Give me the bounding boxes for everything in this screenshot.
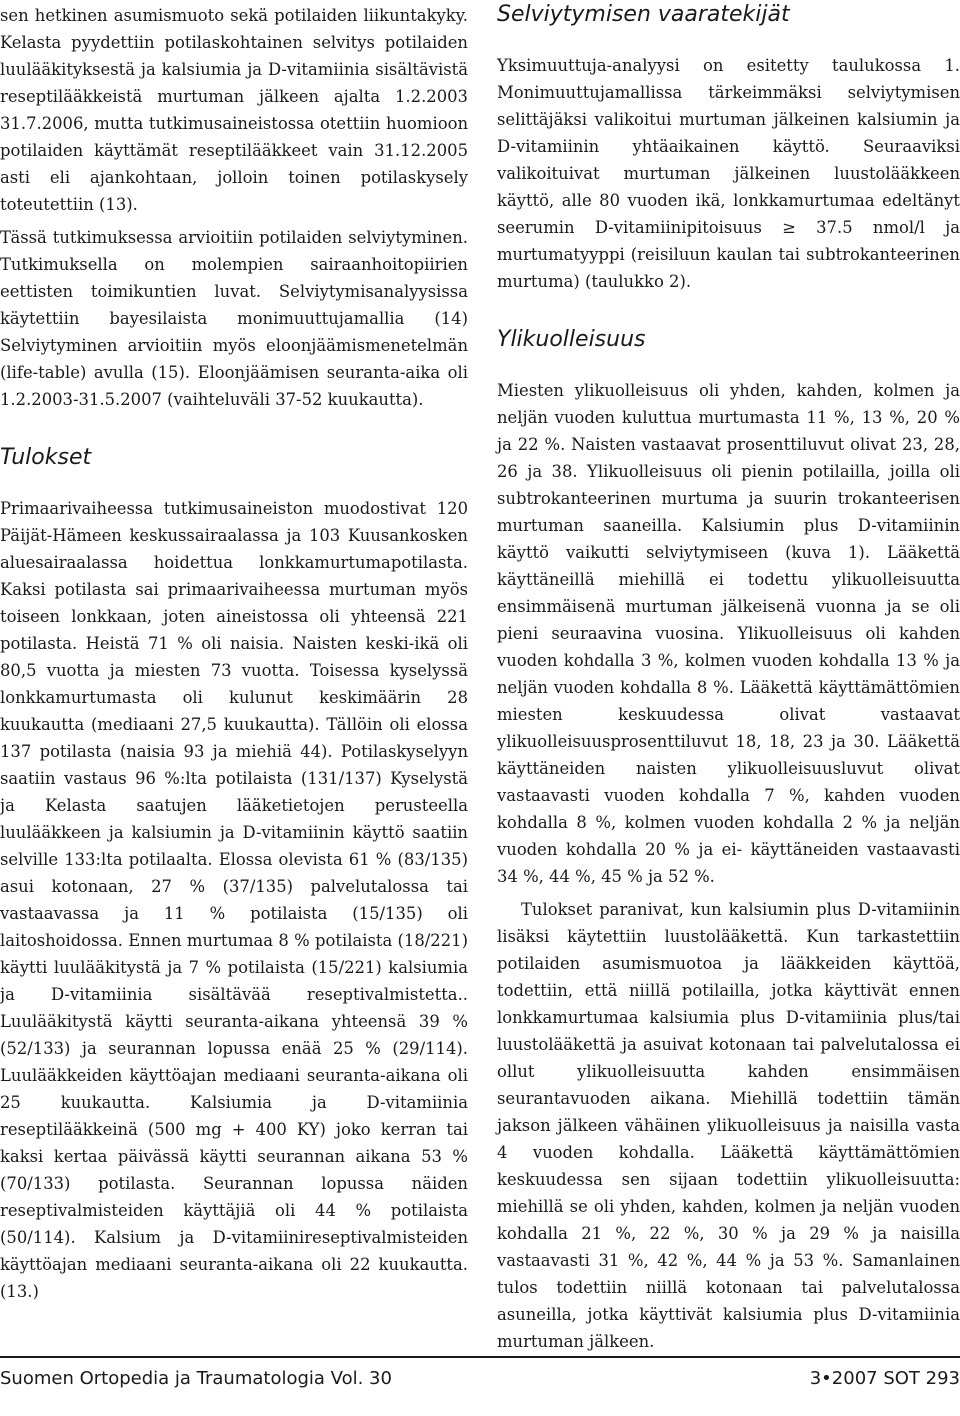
methods-paragraph: Tässä tutkimuksessa arvioitiin potilaiden selviytyminen. Tutkimuksella on molempien sairaanhoitopiirien eettisten toimikuntien luvat. Selviytymisanalyysissa käytettiin bayesilaista monimuuttujamallia (14) Selviytyminen arvioitiin myös eloonjäämismenetelmän (life-table) avulla (15). Eloonjäämisen seuranta-aika oli 1.2.2003-31.5.2007 (vaihteluväli 37-52 kuukautta). xyxy=(0,228,468,409)
footer-issue-page: 3•2007 SOT 293 xyxy=(809,1368,960,1389)
risk-factors-heading: Selviytymisen vaaratekijät xyxy=(497,2,790,27)
right-column xyxy=(497,0,960,1355)
results-heading: Tulokset xyxy=(0,445,92,470)
conclusion-paragraph: Tulokset paranivat, kun kalsiumin plus D-vitamiinin lisäksi käytettiin luustolääkettä. Kun tarkastettiin potilaiden asumismuotoa ja lääkkeiden käyttöä, todettiin, että niillä potilailla, jotka käyttivät ennen lonkkamurtumaa kalsiumia plus D-vitamiinia plus/tai luustolääkettä ja asuivat kotonaan tai palvelutalossa ei ollut ylikuolleisuutta kahden ensimmäisen seurantavuoden aikana. Miehillä todettiin tämän jakson jälkeen vähäinen ylikuolleisuus ja naisilla vasta 4 vuoden kohdalla. Lääkettä käyttämättömien keskuudessa sen sijaan todettiin ylikuolleisuutta: miehillä se oli yhden, kahden, kolmen ja neljän vuoden kohdalla 21 %, 22 %, 30 % ja 29 % ja naisilla vastaavasti 31 %, 42 %, 44 % ja 53 %. Samanlainen tulos todettiin niillä kotonaan tai palvelutalossa asuneilla, jotka käyttivät kalsiumia plus D-vitamiinia murtuman jälkeen. xyxy=(497,900,960,1351)
results-paragraph: Primaarivaiheessa tutkimusaineiston muodostivat 120 Päijät-Hämeen keskussairaalassa ja 103 Kuusankosken aluesairaalassa hoidettua lonkkamurtumapotilasta. Kaksi potilasta sai primaarivaiheessa murtuman myös toiseen lonkkaan, joten aineistossa oli yhteensä 221 potilasta. Heistä 71 % oli naisia. Naisten keski-ikä oli 80,5 vuotta ja miesten 73 vuotta. Toisessa kyselyssä lonkkamurtumasta oli kulunut keskimäärin 28 kuukautta (mediaani 27,5 kuukautta). Tällöin oli elossa 137 potilasta (naisia 93 ja miehiä 44). Potilaskyselyyn saatiin vastaus 96 %:lta potilaista (131/137) Kyselystä ja Kelasta saatujen lääketietojen perusteella luulääkkeen ja kalsiumin ja D-vitamiinin käyttö saatiin selville 133:lta potilaalta. Elossa olevista 61 % (83/135) asui kotonaan, 27 % (37/135) palvelutalossa tai vastaavassa ja 11 % potilaista (15/135) oli laitoshoidossa. Ennen murtumaa 8 % potilaista (18/221) käytti luulääkitystä ja 7 % potilaista (15/221) kalsiumia ja D-vitamiinia sisältävää reseptivalmistetta.. Luulääkitystä käytti seuranta-aikana yhteensä 39 % (52/133) ja seurannan lopussa enää 25 % (29/114). Luulääkkeiden käyttöajan mediaani seuranta-aikana oli 25 kuukautta. Kalsiumia ja D-vitamiinia reseptilääkkeinä (500 mg + 400 KY) joko kerran tai kaksi kertaa päivässä käytti seurannan aikana 53 % (70/133) potilasta. Seurannan lopussa näiden reseptivalmisteiden käyttäjiä oli 44 % potilaista (50/114). Kalsium ja D-vitamiinireseptivalmisteiden käyttöajan mediaani seuranta-aikana oli 22 kuukautta.(13.) xyxy=(0,499,468,1301)
mortality-heading: Ylikuolleisuus xyxy=(497,327,646,352)
left-column xyxy=(0,0,468,1305)
footer-journal-name: Suomen Ortopedia ja Traumatologia Vol. 30 xyxy=(0,1368,392,1389)
intro-paragraph: sen hetkinen asumismuoto sekä potilaiden liikuntakyky. Kelasta pyydettiin potilaskohtainen selvitys potilaiden luulääkityksestä ja kalsiumia ja D-vitamiinia sisältävistä reseptilääkkeistä murtuman jälkeen ajalta 1.2.2003 31.7.2006, mutta tutkimusaineistossa otettiin huomioon potilaiden käyttämät reseptilääkkeet vain 31.12.2005 asti eli ajankohtaan, jolloin toinen potilaskysely toteutettiin (13). xyxy=(0,6,468,214)
page-footer xyxy=(0,1368,960,1398)
risk-factors-paragraph: Yksimuuttuja-analyysi on esitetty taulukossa 1. Monimuuttujamallissa tärkeimmäksi selviytymisen selittäjäksi valikoitui murtuman jälkeinen kalsiumin ja D-vitamiinin yhtäaikainen käyttö. Seuraaviksi valikoituivat murtuman jälkeinen luustolääkkeen käyttö, alle 80 vuoden ikä, lonkkamurtumaa edeltänyt seerumin D-vitamiinipitoisuus ≥ 37.5 nmol/l ja murtumatyyppi (reisiluun kaulan tai subtrokanteerinen murtuma) (taulukko 2). xyxy=(497,56,960,291)
footer-divider xyxy=(0,1356,960,1358)
mortality-paragraph: Miesten ylikuolleisuus oli yhden, kahden, kolmen ja neljän vuoden kuluttua murtumasta 11 %, 13 %, 20 % ja 22 %. Naisten vastaavat prosenttiluvut olivat 23, 28, 26 ja 38. Ylikuolleisuus oli pienin potilailla, joilla oli subtrokanteerinen murtuma ja suurin trokanteerisen murtuman saaneilla. Kalsiumin plus D-vitamiinin käyttö vaikutti selviytymiseen (kuva 1). Lääkettä käyttäneillä miehillä ei todettu ylikuolleisuutta ensimmäisenä murtuman jälkeisenä vuonna ja se oli pieni seuraavina vuosina. Ylikuolleisuus oli kahden vuoden kohdalla 3 %, kolmen vuoden kohdalla 13 % ja neljän vuoden kohdalla 8 %. Lääkettä käyttämättömien miesten keskuudessa olivat vastaavat ylikuolleisuusprosenttiluvut 18, 18, 23 ja 30. Lääkettä käyttäneiden naisten ylikuolleisuusluvut olivat vastaavasti vuoden kohdalla 7 %, kahden vuoden kohdalla 8 %, kolmen vuoden kohdalla 2 % ja neljän vuoden kohdalla 20 % ja ei- käyttäneiden vastaavasti 34 %, 44 %, 45 % ja 52 %. xyxy=(497,381,960,886)
